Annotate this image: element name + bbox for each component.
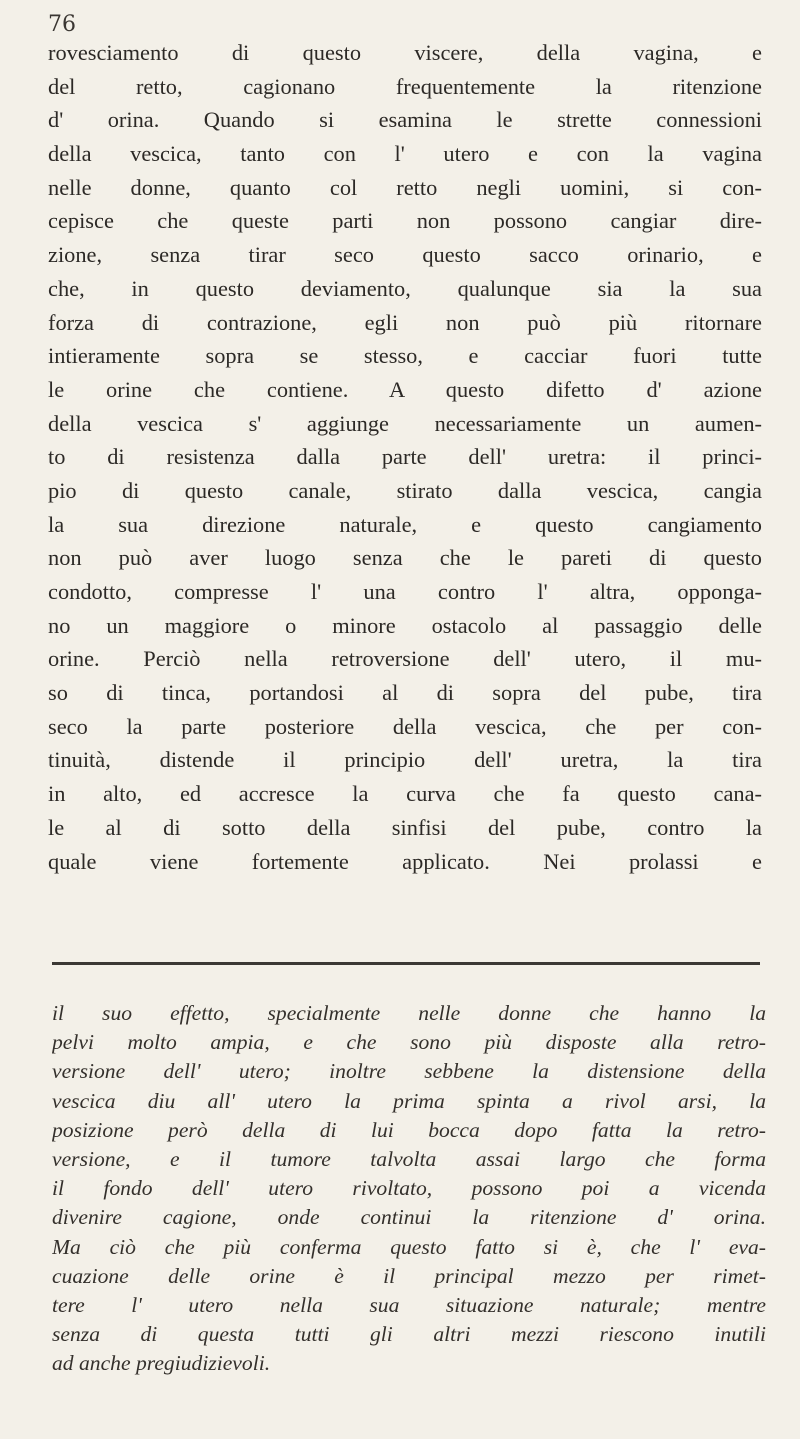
footnote-line: ad anche pregiudizievoli. — [52, 1351, 271, 1376]
page-number: 76 — [48, 12, 76, 37]
footnote-line: il suo effetto, specialmente nelle donne che hanno la — [52, 1001, 766, 1025]
footnote-line: senza di questa tutti gli altri mezzi riescono inutili — [52, 1322, 766, 1347]
footnote-line: vescica diu all' utero la prima spinta a rivol arsi, la — [52, 1088, 766, 1113]
body-line: cepisce che queste parti non possono cangiar dire- — [48, 208, 762, 234]
footnote-line: divenire cagione, onde continui la ritenzione d' orina. — [52, 1205, 766, 1230]
body-line: condotto, compresse l' una contro l' altra, opponga- — [48, 579, 762, 604]
body-line: non può aver luogo senza che le pareti di questo — [48, 545, 762, 571]
body-line: to di resistenza dalla parte dell' uretra: il princi- — [48, 444, 762, 470]
body-line: che, in questo deviamento, qualunque sia la sua — [48, 275, 762, 301]
footnote-line: tere l' utero nella sua situazione naturale; mentre — [52, 1292, 766, 1317]
body-line: rovesciamento di questo viscere, della vagina, e — [48, 40, 762, 65]
body-line: le al di sotto della sinfisi del pube, contro la — [48, 814, 762, 840]
footnote-line: cuazione delle orine è il principal mezzo per rimet- — [52, 1263, 766, 1288]
body-line: zione, senza tirar seco questo sacco orinario, e — [48, 242, 762, 268]
main-body-text — [48, 36, 762, 878]
footnote-divider — [52, 962, 760, 965]
body-line: seco la parte posteriore della vescica, che per con- — [48, 713, 762, 739]
body-line: nelle donne, quanto col retto negli uomini, si con- — [48, 174, 762, 200]
body-line: pio di questo canale, stirato dalla vescica, cangia — [48, 477, 762, 503]
body-line: della vescica, tanto con l' utero e con la vagina — [48, 141, 762, 167]
body-line: forza di contrazione, egli non può più ritornare — [48, 309, 762, 335]
body-line: quale viene fortemente applicato. Nei prolassi e — [48, 848, 762, 874]
body-line: la sua direzione naturale, e questo cangiamento — [48, 511, 762, 537]
body-line: no un maggiore o minore ostacolo al passaggio delle — [48, 612, 762, 638]
footnote-line: pelvi molto ampia, e che sono più disposte alla retro- — [52, 1030, 766, 1055]
footnote-line: posizione però della di lui bocca dopo fatta la retro- — [52, 1117, 766, 1142]
body-line: della vescica s' aggiunge necessariamente un aumen- — [48, 410, 762, 436]
footnote-line: versione dell' utero; inoltre sebbene la distensione della — [52, 1059, 766, 1084]
body-line: tinuità, distende il principio dell' uretra, la tira — [48, 747, 762, 773]
footnote-text — [52, 999, 766, 1378]
footnote-line: Ma ciò che più conferma questo fatto si è, che l' eva- — [52, 1234, 766, 1259]
footnote-line: versione, e il tumore talvolta assai largo che forma — [52, 1146, 766, 1171]
body-line: so di tinca, portandosi al di sopra del pube, tira — [48, 680, 762, 706]
body-line: le orine che contiene. A questo difetto d' azione — [48, 376, 762, 402]
body-line: d' orina. Quando si esamina le strette connessioni — [48, 107, 762, 133]
body-line: del retto, cagionano frequentemente la ritenzione — [48, 73, 762, 99]
footnote-line: il fondo dell' utero rivoltato, possono poi a vicenda — [52, 1176, 766, 1201]
body-line: in alto, ed accresce la curva che fa questo cana- — [48, 781, 762, 807]
body-line: orine. Perciò nella retroversione dell' utero, il mu- — [48, 646, 762, 672]
body-line: intieramente sopra se stesso, e cacciar fuori tutte — [48, 343, 762, 369]
